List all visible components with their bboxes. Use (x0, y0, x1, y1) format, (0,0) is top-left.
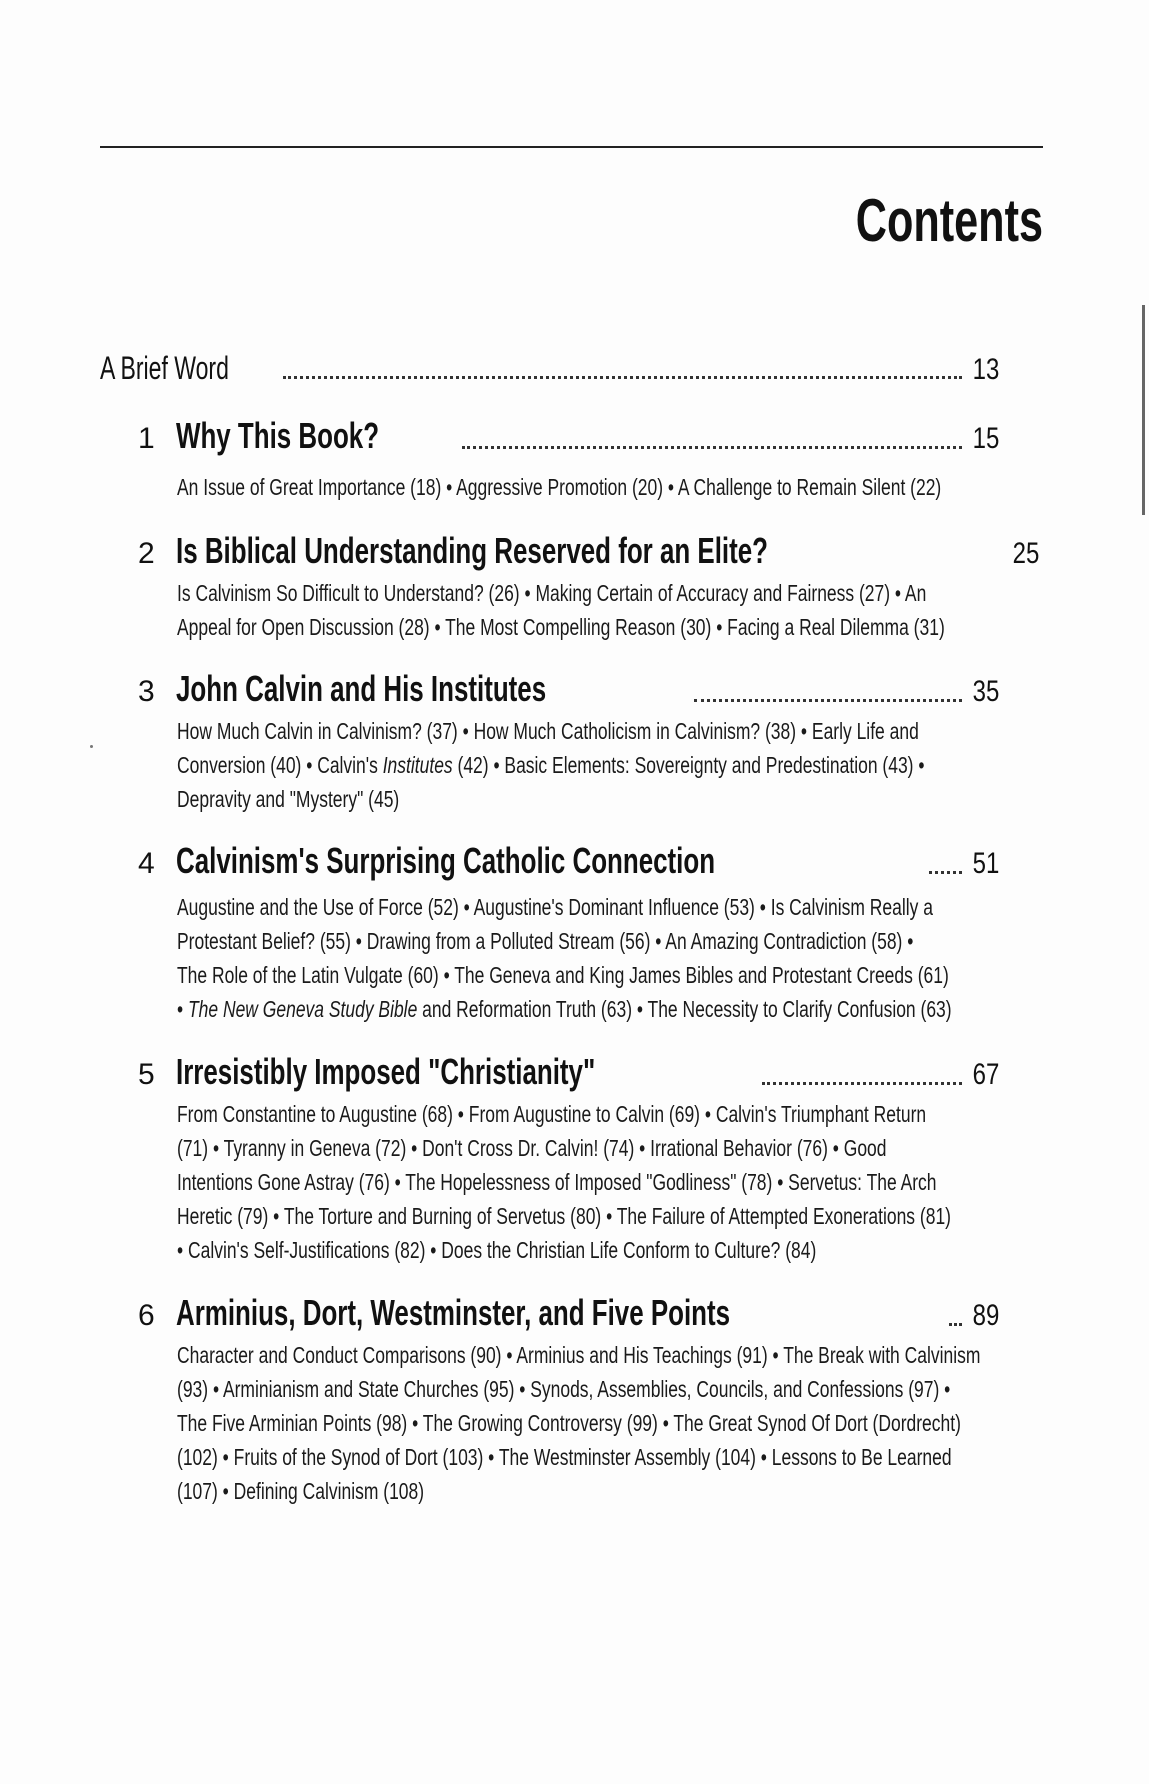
section-line: How Much Calvin in Calvinism? (37) • How Much Catholicism in Calvinism? (38) • Early Life and (177, 718, 919, 744)
section-line: An Issue of Great Importance (18) • Aggressive Promotion (20) • A Challenge to Remain Silent (22) (177, 474, 942, 500)
chapter-4-sections (177, 890, 997, 1026)
chapter-title: Arminius, Dort, Westminster, and Five Points (176, 1292, 731, 1333)
toc-page-number: 25 (1012, 537, 1040, 570)
chapter-number: 4 (138, 847, 155, 880)
section-line: From Constantine to Augustine (68) • From Augustine to Calvin (69) • Calvin's Triumphant Return (177, 1101, 927, 1127)
chapter-title: Why This Book? (176, 415, 380, 456)
section-line (177, 748, 998, 782)
page-edge-shadow (1142, 305, 1145, 515)
chapter-1-sections (177, 470, 997, 504)
section-line: Character and Conduct Comparisons (90) • Arminius and His Teachings (91) • The Break with Calvinism (177, 1342, 981, 1368)
toc-page-number: 13 (972, 353, 999, 386)
chapter-title: Calvinism's Surprising Catholic Connection (176, 840, 716, 881)
dot-leader (929, 871, 962, 874)
section-text: • (177, 996, 188, 1022)
toc-chapter-3 (138, 668, 999, 710)
section-line (177, 992, 998, 1026)
section-text-italic: The New Geneva Study Bible (187, 996, 418, 1022)
toc-chapter-5 (138, 1051, 999, 1093)
section-line: The Five Arminian Points (98) • The Growing Controversy (99) • The Great Synod Of Dort (Dordrecht) (177, 1410, 961, 1436)
toc-page-number: 51 (972, 847, 999, 880)
toc-chapter-2 (138, 530, 1040, 572)
section-line: Heretic (79) • The Torture and Burning of Servetus (80) • The Failure of Attempted Exonerations (81) (177, 1203, 951, 1229)
section-line: The Role of the Latin Vulgate (60) • The Geneva and King James Bibles and Protestant Creeds (61) (177, 962, 949, 988)
dot-leader (462, 446, 962, 449)
toc-chapter-6 (138, 1292, 999, 1334)
section-line: Intentions Gone Astray (76) • The Hopelessness of Imposed "Godliness" (78) • Servetus: The Arch (177, 1169, 937, 1195)
toc-entry-brief-word (100, 350, 999, 387)
page-title: Contents (855, 187, 1043, 254)
dot-leader (762, 1082, 961, 1085)
section-line: (93) • Arminianism and State Churches (95) • Synods, Assemblies, Councils, and Confessions (97) • (177, 1376, 951, 1402)
speck-mark (90, 745, 93, 748)
section-line: Protestant Belief? (55) • Drawing from a Polluted Stream (56) • An Amazing Contradiction (58) • (177, 928, 914, 954)
toc-page-number: 35 (972, 675, 999, 708)
toc-entry-title: A Brief Word (100, 350, 229, 386)
dot-leader (283, 376, 962, 379)
section-line: • Calvin's Self-Justifications (82) • Does the Christian Life Conform to Culture? (84) (177, 1237, 817, 1263)
toc-page-number: 15 (972, 422, 999, 455)
top-rule (100, 146, 1043, 148)
chapter-number: 6 (138, 1299, 155, 1332)
chapter-6-sections (177, 1338, 997, 1508)
toc-page-number: 89 (972, 1299, 999, 1332)
chapter-title: Is Biblical Understanding Reserved for an Elite? (176, 530, 768, 571)
section-text-italic: Institutes (382, 752, 453, 778)
section-line: Is Calvinism So Difficult to Understand? (26) • Making Certain of Accuracy and Fairness (27) • An (177, 580, 927, 606)
chapter-2-sections (177, 576, 997, 644)
section-text: Conversion (40) • Calvin's (177, 752, 383, 778)
section-line: (71) • Tyranny in Geneva (72) • Don't Cross Dr. Calvin! (74) • Irrational Behavior (76) • Good (177, 1135, 887, 1161)
section-line: (107) • Defining Calvinism (108) (177, 1478, 425, 1504)
chapter-number: 3 (138, 675, 155, 708)
chapter-number: 1 (138, 422, 155, 455)
chapter-number: 2 (138, 537, 155, 570)
dot-leader (949, 1323, 961, 1326)
toc-chapter-1 (138, 415, 999, 457)
section-line: Depravity and "Mystery" (45) (177, 786, 400, 812)
section-line: Augustine and the Use of Force (52) • Augustine's Dominant Influence (53) • Is Calvinism Really a (177, 894, 933, 920)
toc-page-number: 67 (972, 1058, 999, 1091)
chapter-title: Irresistibly Imposed "Christianity" (176, 1051, 596, 1092)
chapter-5-sections (177, 1097, 997, 1267)
dot-leader (694, 699, 962, 702)
section-line: (102) • Fruits of the Synod of Dort (103) • The Westminster Assembly (104) • Lessons to Be Learned (177, 1444, 952, 1470)
chapter-3-sections (177, 714, 997, 816)
section-text: (42) • Basic Elements: Sovereignty and Predestination (43) • (452, 752, 925, 778)
toc-chapter-4 (138, 840, 999, 882)
section-text: and Reformation Truth (63) • The Necessity to Clarify Confusion (63) (417, 996, 952, 1022)
chapter-number: 5 (138, 1058, 155, 1091)
section-line: Appeal for Open Discussion (28) • The Most Compelling Reason (30) • Facing a Real Dilemma (31) (177, 614, 945, 640)
chapter-title: John Calvin and His Institutes (176, 668, 547, 709)
